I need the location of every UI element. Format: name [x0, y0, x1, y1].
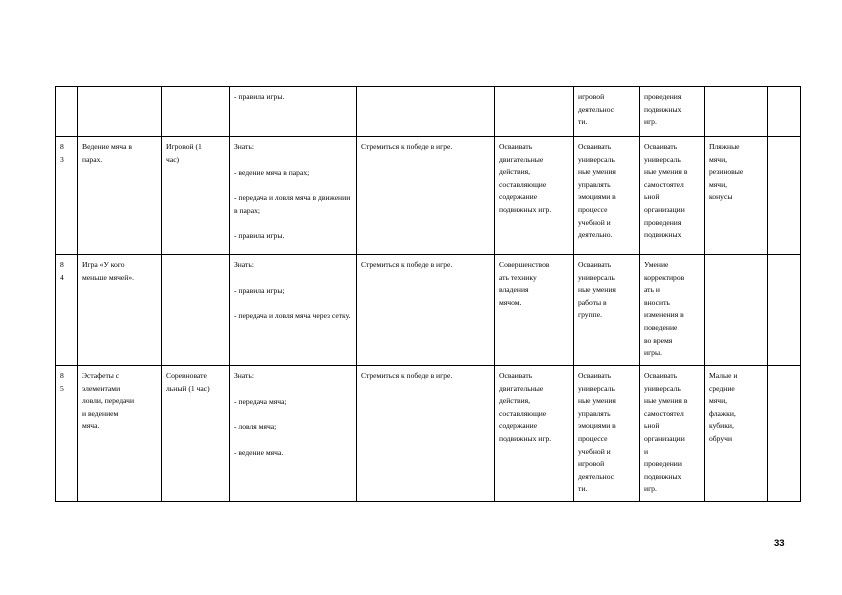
equipment-line: флажки, — [709, 408, 736, 418]
lesson-type-line: Игровой (1 — [166, 142, 202, 151]
knowledge-item: - правила игры; — [234, 285, 285, 295]
goal-text: Стремиться к победе в игре. — [361, 371, 453, 380]
lesson-number-digit: 8 — [60, 142, 64, 151]
knowledge-title: Знать: — [234, 142, 254, 151]
lesson-topic-cell — [78, 366, 162, 502]
learning-skills-line: эмоциями в — [578, 421, 616, 431]
learning-skills-line: процессе — [578, 433, 608, 443]
lesson-topic-line: Игра «У кого — [82, 260, 125, 269]
lesson-topic-cell — [78, 255, 162, 366]
lesson-type-cell — [162, 255, 230, 366]
goal-cell — [357, 137, 495, 255]
learning-skills-line: процессе — [578, 204, 608, 214]
table-row — [56, 87, 801, 137]
equipment-line: Малые и — [709, 371, 738, 380]
goal-text: Стремиться к победе в игре. — [361, 142, 453, 151]
equipment-line: мячи, — [709, 396, 728, 406]
knowledge-cell — [230, 366, 357, 502]
regulatory-skills-line: ьной — [644, 421, 660, 431]
lesson-type-cell — [162, 137, 230, 255]
lesson-topic-cell — [78, 137, 162, 255]
lesson-type-line: Соревновате — [166, 371, 207, 380]
learning-skills-line: управлять — [578, 408, 611, 418]
activity-skills-line: ать технику — [499, 272, 537, 282]
notes-cell — [768, 137, 801, 255]
knowledge-item: - ловля мяча; — [234, 422, 277, 432]
activity-skills-line: Осваивать — [499, 142, 533, 151]
regulatory-skills-line: поведение — [644, 322, 678, 332]
learning-skills-line: ные умения — [578, 396, 616, 406]
activity-skills-cell — [495, 366, 574, 502]
learning-skills-line: универсаль — [578, 154, 615, 164]
regulatory-skills-line: подвижных — [644, 104, 682, 114]
activity-skills-line: владения — [499, 285, 529, 295]
activity-skills-line: Совершенствов — [499, 260, 550, 269]
lesson-topic-line: Эстафеты с — [82, 371, 120, 380]
lesson-number-digit: 8 — [60, 260, 64, 269]
regulatory-skills-line: ьной — [644, 192, 660, 202]
notes-cell — [768, 366, 801, 502]
learning-skills-line: деятельнос — [578, 471, 615, 481]
learning-skills-line: учебной и — [578, 446, 611, 456]
knowledge-item: - передача мяча; — [234, 396, 287, 406]
lesson-topic-line: мяча. — [82, 421, 100, 431]
equipment-line: мячи, — [709, 179, 728, 189]
lesson-number-digit: 4 — [60, 272, 64, 282]
learning-skills-line: работы в — [578, 297, 607, 307]
lesson-number-cell — [56, 366, 78, 502]
lesson-number-cell — [56, 137, 78, 255]
learning-skills-cell — [574, 87, 640, 137]
regulatory-skills-line: подвижных — [644, 230, 682, 240]
regulatory-skills-line: проведения — [644, 92, 682, 101]
activity-skills-line: Осваивать — [499, 371, 533, 380]
learning-skills-line: ные умения — [578, 285, 616, 295]
notes-cell — [768, 255, 801, 366]
equipment-line: обручи — [709, 433, 733, 443]
table-row — [56, 255, 801, 366]
regulatory-skills-line: самостоятел — [644, 408, 684, 418]
equipment-line: кубики, — [709, 421, 734, 431]
lesson-type-line: час) — [166, 154, 180, 164]
learning-skills-line: управлять — [578, 179, 611, 189]
learning-skills-line: игровой — [578, 92, 605, 101]
regulatory-skills-line: универсаль — [644, 154, 681, 164]
goal-text: Стремиться к победе в игре. — [361, 260, 453, 269]
regulatory-skills-line: ать и — [644, 285, 660, 295]
learning-skills-line: деятельно. — [578, 230, 613, 240]
regulatory-skills-line: во время — [644, 335, 673, 345]
page-number: 33 — [774, 538, 785, 549]
regulatory-skills-line: Осваивать — [644, 142, 678, 151]
activity-skills-line: мячом. — [499, 297, 522, 307]
learning-skills-line: Осваивать — [578, 260, 612, 269]
regulatory-skills-line: подвижных — [644, 471, 682, 481]
activity-skills-line: составляющие — [499, 179, 547, 189]
lesson-number-cell — [56, 87, 78, 137]
regulatory-skills-line: игр. — [644, 117, 657, 127]
learning-skills-line: игровой — [578, 459, 605, 469]
regulatory-skills-cell — [640, 87, 705, 137]
activity-skills-cell — [495, 255, 574, 366]
lesson-number-digit: 8 — [60, 371, 64, 380]
learning-skills-line: эмоциями в — [578, 192, 616, 202]
table-row — [56, 137, 801, 255]
goal-cell — [357, 366, 495, 502]
table-row — [56, 366, 801, 502]
regulatory-skills-line: проведения — [644, 217, 682, 227]
regulatory-skills-line: изменения в — [644, 310, 684, 320]
lesson-topic-line: Ведение мяча в — [82, 142, 132, 151]
regulatory-skills-cell — [640, 255, 705, 366]
lesson-type-line: льный (1 час) — [166, 383, 210, 393]
lesson-topic-line: элементами — [82, 383, 121, 393]
knowledge-item: - передача и ловля мяча в движении в парах; — [234, 193, 351, 215]
regulatory-skills-line: самостоятел — [644, 179, 684, 189]
learning-skills-line: ти. — [578, 484, 588, 494]
activity-skills-line: подвижных игр. — [499, 204, 552, 214]
learning-skills-line: учебной и — [578, 217, 611, 227]
regulatory-skills-line: ные умения в — [644, 396, 688, 406]
lesson-topic-line: меньше мячей». — [82, 272, 135, 282]
regulatory-skills-line: корректиров — [644, 272, 685, 282]
learning-skills-line: Осваивать — [578, 371, 612, 380]
activity-skills-line: содержание — [499, 421, 538, 431]
activity-skills-line: подвижных игр. — [499, 433, 552, 443]
knowledge-item: - правила игры. — [234, 231, 285, 241]
regulatory-skills-line: организации — [644, 204, 685, 214]
knowledge-cell — [230, 255, 357, 366]
learning-skills-cell — [574, 137, 640, 255]
activity-skills-line: составляющие — [499, 408, 547, 418]
activity-skills-line: действия, — [499, 167, 531, 177]
lesson-topic-cell — [78, 87, 162, 137]
equipment-cell — [705, 255, 768, 366]
lesson-number-cell — [56, 255, 78, 366]
regulatory-skills-line: игры. — [644, 348, 662, 358]
learning-skills-line: ные умения — [578, 167, 616, 177]
knowledge-item: - ведение мяча в парах; — [234, 167, 310, 177]
knowledge-cell — [230, 87, 357, 137]
regulatory-skills-line: ные умения в — [644, 167, 688, 177]
activity-skills-line: двигательные — [499, 154, 544, 164]
equipment-line: конусы — [709, 192, 733, 202]
lesson-topic-line: и ведением — [82, 408, 119, 418]
lesson-number-digit: 5 — [60, 383, 64, 393]
lesson-topic-line: ловли, передачи — [82, 396, 135, 406]
learning-skills-line: Осваивать — [578, 142, 612, 151]
learning-skills-line: ти. — [578, 117, 588, 127]
knowledge-title: Знать: — [234, 371, 254, 380]
activity-skills-cell — [495, 87, 574, 137]
regulatory-skills-line: универсаль — [644, 383, 681, 393]
lesson-topic-line: парах. — [82, 154, 103, 164]
learning-skills-line: универсаль — [578, 383, 615, 393]
regulatory-skills-line: организации — [644, 433, 685, 443]
equipment-line: средние — [709, 383, 735, 393]
regulatory-skills-cell — [640, 366, 705, 502]
regulatory-skills-cell — [640, 137, 705, 255]
regulatory-skills-line: проведении — [644, 459, 682, 469]
goal-cell — [357, 87, 495, 137]
learning-skills-cell — [574, 255, 640, 366]
lesson-plan-table — [55, 86, 801, 502]
regulatory-skills-line: Осваивать — [644, 371, 678, 380]
goal-cell — [357, 255, 495, 366]
regulatory-skills-line: и — [644, 446, 649, 456]
activity-skills-line: содержание — [499, 192, 538, 202]
activity-skills-line: действия, — [499, 396, 531, 406]
regulatory-skills-line: игр. — [644, 484, 657, 494]
regulatory-skills-line: Умение — [644, 260, 669, 269]
learning-skills-line: деятельнос — [578, 104, 615, 114]
lesson-type-cell — [162, 366, 230, 502]
knowledge-cell — [230, 137, 357, 255]
equipment-line: Пляжные — [709, 142, 740, 151]
equipment-cell — [705, 366, 768, 502]
lesson-type-cell — [162, 87, 230, 137]
knowledge-title: Знать: — [234, 260, 254, 269]
equipment-cell — [705, 137, 768, 255]
activity-skills-cell — [495, 137, 574, 255]
knowledge-item: - ведение мяча. — [234, 447, 284, 457]
equipment-line: мячи, — [709, 154, 728, 164]
equipment-line: резиновые — [709, 167, 744, 177]
activity-skills-line: двигательные — [499, 383, 544, 393]
equipment-cell — [705, 87, 768, 137]
notes-cell — [768, 87, 801, 137]
knowledge-item: - правила игры. — [234, 92, 285, 101]
learning-skills-line: группе. — [578, 310, 603, 320]
lesson-number-digit: 3 — [60, 154, 64, 164]
regulatory-skills-line: вносить — [644, 297, 670, 307]
learning-skills-cell — [574, 366, 640, 502]
knowledge-item: - передача и ловля мяча через сетку. — [234, 311, 351, 321]
learning-skills-line: универсаль — [578, 272, 615, 282]
